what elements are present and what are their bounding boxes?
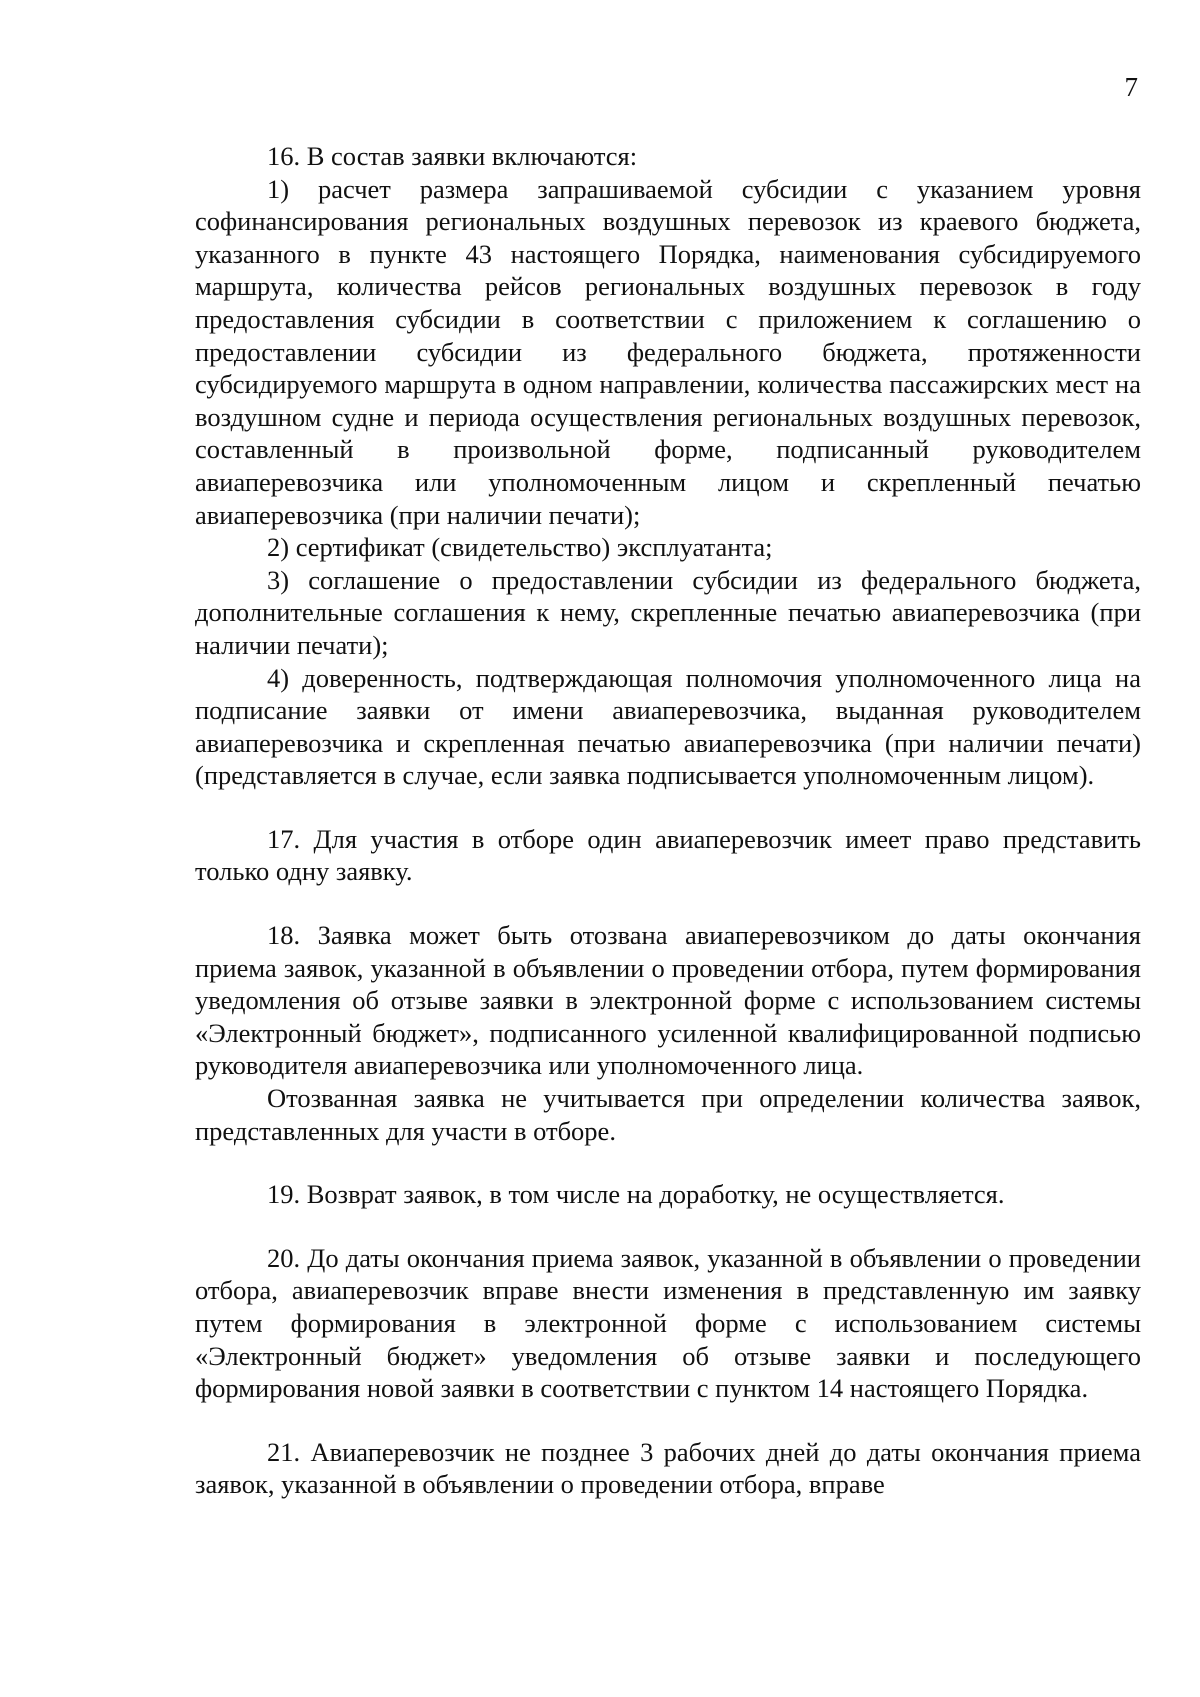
paragraph-16-item-4: 4) доверенность, подтверждающая полномочия уполномоченного лица на подписание заявки от имени авиаперевозчика, выданная руководителем авиаперевозчика и скрепленная печатью авиаперевозчика (при наличии печати) (представляется в случае, если заявка подписывается уполномоченным лицом). — [195, 662, 1141, 791]
document-body — [195, 140, 1141, 1501]
paragraph-21: 21. Авиаперевозчик не позднее 3 рабочих дней до даты окончания приема заявок, указанной в объявлении о проведении отбора, вправе — [195, 1436, 1141, 1500]
paragraph-19: 19. Возврат заявок, в том числе на доработку, не осуществляется. — [267, 1179, 1005, 1210]
paragraph-20: 20. До даты окончания приема заявок, указанной в объявлении о проведении отбора, авиаперевозчик вправе внести изменения в представленную им заявку путем формирования в электронной форме с использованием системы «Электронный бюджет» уведомления об отзыве заявки и последующего формирования новой заявки в соответствии с пунктом 14 настоящего Порядка. — [195, 1242, 1141, 1404]
paragraph-16-item-2: 2) сертификат (свидетельство) эксплуатанта; — [267, 532, 773, 563]
paragraph-16-item-1: 1) расчет размера запрашиваемой субсидии с указанием уровня софинансирования региональных воздушных перевозок из краевого бюджета, указанного в пункте 43 настоящего Порядка, наименования субсидируемого маршрута, количества рейсов региональных воздушных перевозок в году предоставления субсидии в соответствии с приложением к соглашению о предоставлении субсидии из федерального бюджета, протяженности субсидируемого маршрута в одном направлении, количества пассажирских мест на воздушном судне и периода осуществления региональных воздушных перевозок, составленный в произвольной форме, подписанный руководителем авиаперевозчика или уполномоченным лицом и скрепленный печатью авиаперевозчика (при наличии печати); — [195, 173, 1141, 530]
paragraph-17: 17. Для участия в отборе один авиаперевозчик имеет право представить только одну заявку. — [195, 823, 1141, 887]
page-number: 7 — [1124, 72, 1138, 102]
paragraph-16: 16. В состав заявки включаются: — [267, 141, 638, 171]
paragraph-18-note: Отозванная заявка не учитывается при определении количества заявок, представленных для участи в отборе. — [195, 1083, 1141, 1146]
paragraph-18: 18. Заявка может быть отозвана авиаперевозчиком до даты окончания приема заявок, указанной в объявлении о проведении отбора, путем формирования уведомления об отзыве заявки в электронной форме с использованием системы «Электронный бюджет», подписанного усиленной квалифицированной подписью руководителя авиаперевозчика или уполномоченного лица. — [195, 920, 1141, 1081]
paragraph-16-item-3: 3) соглашение о предоставлении субсидии из федерального бюджета, дополнительные соглашения к нему, скрепленные печатью авиаперевозчика (при наличии печати); — [195, 564, 1141, 660]
